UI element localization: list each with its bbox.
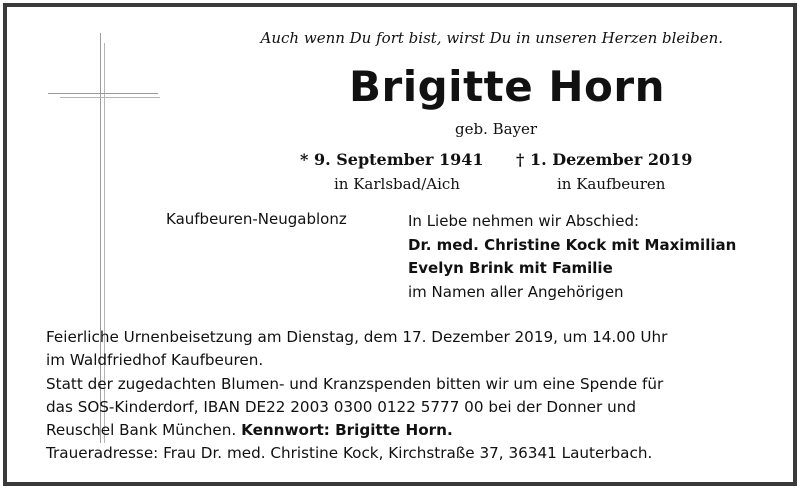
cross-icon-crossbar (48, 93, 158, 94)
cross-icon-shadow-crossbar (60, 97, 160, 98)
residence: Kaufbeuren-Neugablonz (166, 210, 347, 228)
mourner-name: Dr. med. Christine Kock mit Maximilian (408, 235, 737, 254)
death-place: in Kaufbeuren (557, 175, 666, 193)
bank-text: Reuschel Bank München. (46, 421, 237, 440)
notice-line: im Waldfriedhof Kaufbeuren. (46, 351, 264, 370)
maiden-name: geb. Bayer (455, 120, 538, 138)
motto-text: Auch wenn Du fort bist, wirst Du in unseren Herzen bleiben. (260, 29, 723, 47)
birth-place: in Karlsbad/Aich (334, 175, 460, 193)
notice-line: Statt der zugedachten Blumen- und Kranzspenden bitten wir um eine Spende für (46, 374, 664, 393)
deceased-name: Brigitte Horn (349, 62, 665, 111)
funeral-notice (46, 326, 746, 466)
keyword-text: Kennwort: Brigitte Horn. (241, 421, 453, 440)
mourners-intro: In Liebe nehmen wir Abschied: (408, 212, 640, 230)
notice-line-bank (46, 419, 746, 442)
notice-line: das SOS-Kinderdorf, IBAN DE22 2003 0300 0122 5777 00 bei der Donner und (46, 397, 636, 416)
mourners-closing: im Namen aller Angehörigen (408, 282, 624, 301)
mourners-block (408, 210, 736, 304)
notice-line: Feierliche Urnenbeisetzung am Dienstag, dem 17. Dezember 2019, um 14.00 Uhr (46, 328, 668, 346)
mourner-name: Evelyn Brink mit Familie (408, 259, 613, 277)
death-date: † 1. Dezember 2019 (516, 150, 693, 169)
mourning-address: Traueradresse: Frau Dr. med. Christine Kock, Kirchstraße 37, 36341 Lauterbach. (46, 444, 653, 463)
birth-date: * 9. September 1941 (300, 150, 484, 169)
